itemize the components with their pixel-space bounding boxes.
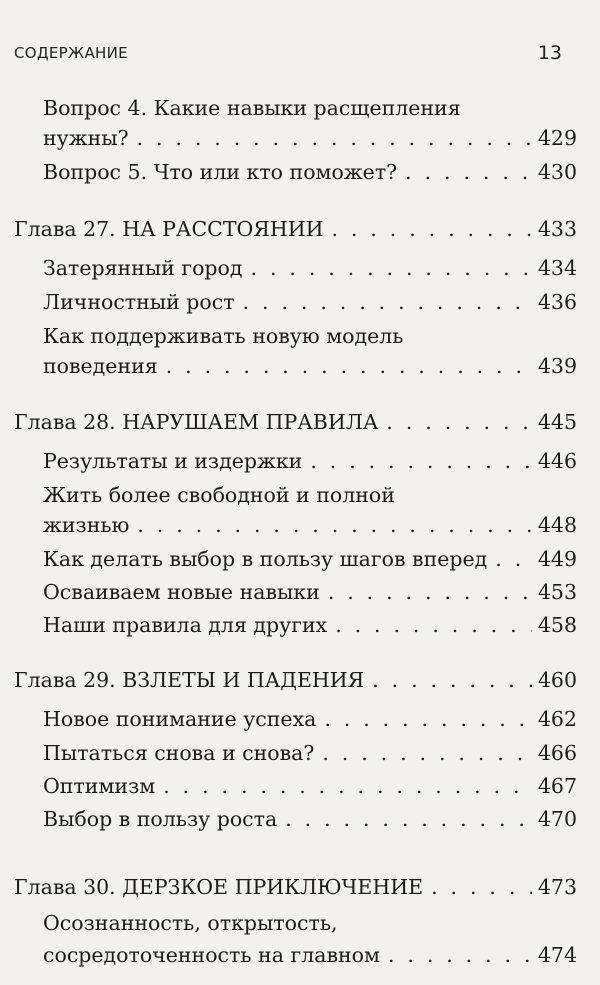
toc-leader-dots: [285, 804, 532, 834]
toc-entry-c29-4: [43, 804, 577, 834]
toc-page-number: 453: [537, 580, 577, 604]
toc-entry-c29-3: [43, 771, 577, 801]
toc-chapter-27: [14, 214, 577, 244]
toc-entry-q4: [43, 123, 577, 153]
toc-entry-c27-1: [43, 253, 577, 283]
toc-entry-title: жизнью: [43, 513, 130, 537]
toc-page-number: 466: [537, 741, 577, 765]
toc-entry-c30-1-line1: Осознанность, открытость,: [43, 911, 338, 935]
toc-entry-c29-1: [43, 704, 577, 734]
toc-page-number: 458: [537, 613, 577, 637]
toc-leader-dots: [137, 510, 531, 540]
toc-entry-title: поведения: [43, 354, 158, 378]
toc-entry-c28-2: [43, 510, 577, 540]
toc-entry-title: Личностный рост: [43, 290, 235, 314]
toc-leader-dots: [405, 157, 532, 187]
toc-page-number: 467: [537, 774, 577, 798]
toc-page-number: 470: [537, 807, 577, 831]
toc-entry-q5: [43, 157, 577, 187]
toc-page-number: 473: [537, 875, 577, 899]
toc-entry-c27-3: [43, 351, 577, 381]
toc-entry-title: Оптимизм: [43, 774, 156, 798]
toc-leader-dots: [163, 771, 532, 801]
toc-page-number: 439: [537, 354, 577, 378]
toc-page-number: 448: [537, 513, 577, 537]
page-number: 13: [537, 42, 562, 64]
toc-leader-dots: [372, 665, 532, 695]
toc-entry-title: Как делать выбор в пользу шагов вперед: [43, 547, 488, 571]
toc-page-number: 436: [537, 290, 577, 314]
toc-leader-dots: [243, 287, 532, 317]
toc-leader-dots: [251, 253, 532, 283]
toc-chapter-28: [14, 407, 577, 437]
toc-leader-dots: [322, 738, 531, 768]
toc-leader-dots: [328, 577, 532, 607]
toc-page-number: 434: [537, 256, 577, 280]
toc-entry-title: Осваиваем новые навыки: [43, 580, 320, 604]
toc-page-number: 445: [537, 410, 577, 434]
toc-page-number: 460: [537, 668, 577, 692]
toc-entry-c28-2-line1: Жить более свободной и полной: [43, 483, 395, 507]
toc-entry-c28-5: [43, 610, 577, 640]
toc-entry-title: Вопрос 5. Что или кто поможет?: [43, 160, 398, 184]
toc-leader-dots: [310, 446, 532, 476]
toc-leader-dots: [166, 351, 532, 381]
toc-page-number: 446: [537, 449, 577, 473]
toc-leader-dots: [431, 872, 532, 902]
toc-entry-title: Пытаться снова и снова?: [43, 741, 315, 765]
toc-leader-dots: [332, 214, 532, 244]
toc-entry-title: Затерянный город: [43, 256, 243, 280]
toc-entry-c28-1: [43, 446, 577, 476]
toc-page-number: 429: [537, 126, 577, 150]
toc-entry-title: Новое понимание успеха: [43, 707, 317, 731]
toc-page-number: 474: [537, 943, 577, 967]
toc-page-number: 462: [537, 707, 577, 731]
toc-entry-c27-3-line1: Как поддерживать новую модель: [43, 324, 404, 348]
toc-chapter-30: [14, 872, 577, 902]
toc-entry-title: Выбор в пользу роста: [43, 807, 278, 831]
toc-entry-c28-3: [43, 544, 577, 574]
toc-leader-dots: [137, 123, 532, 153]
toc-leader-dots: [388, 940, 532, 970]
toc-page-number: 449: [537, 547, 577, 571]
toc-chapter-29: [14, 665, 577, 695]
toc-leader-dots: [495, 544, 532, 574]
toc-entry-title: сосредоточенность на главном: [43, 943, 380, 967]
toc-page-number: 430: [537, 160, 577, 184]
toc-page-number: 433: [537, 217, 577, 241]
toc-entry-c30-1: [43, 940, 577, 970]
toc-leader-dots: [324, 704, 532, 734]
toc-leader-dots: [335, 610, 532, 640]
toc-entry-title: Результаты и издержки: [43, 449, 303, 473]
toc-chapter-title: Глава 28. НАРУШАЕМ ПРАВИЛА: [14, 410, 379, 434]
toc-entry-title: Наши правила для других: [43, 613, 328, 637]
toc-chapter-title: Глава 29. ВЗЛЕТЫ И ПАДЕНИЯ: [14, 668, 365, 692]
running-head: СОДЕРЖАНИЕ: [14, 44, 128, 62]
toc-chapter-title: Глава 27. НА РАССТОЯНИИ: [14, 217, 324, 241]
toc-leader-dots: [386, 407, 531, 437]
toc-entry-c27-2: [43, 287, 577, 317]
toc-entry-title: нужны?: [43, 126, 129, 150]
toc-entry-c28-4: [43, 577, 577, 607]
toc-entry-c29-2: [43, 738, 577, 768]
toc-entry-q4-line1: Вопрос 4. Какие навыки расщепления: [43, 96, 461, 120]
toc-chapter-title: Глава 30. ДЕРЗКОЕ ПРИКЛЮЧЕНИЕ: [14, 875, 424, 899]
